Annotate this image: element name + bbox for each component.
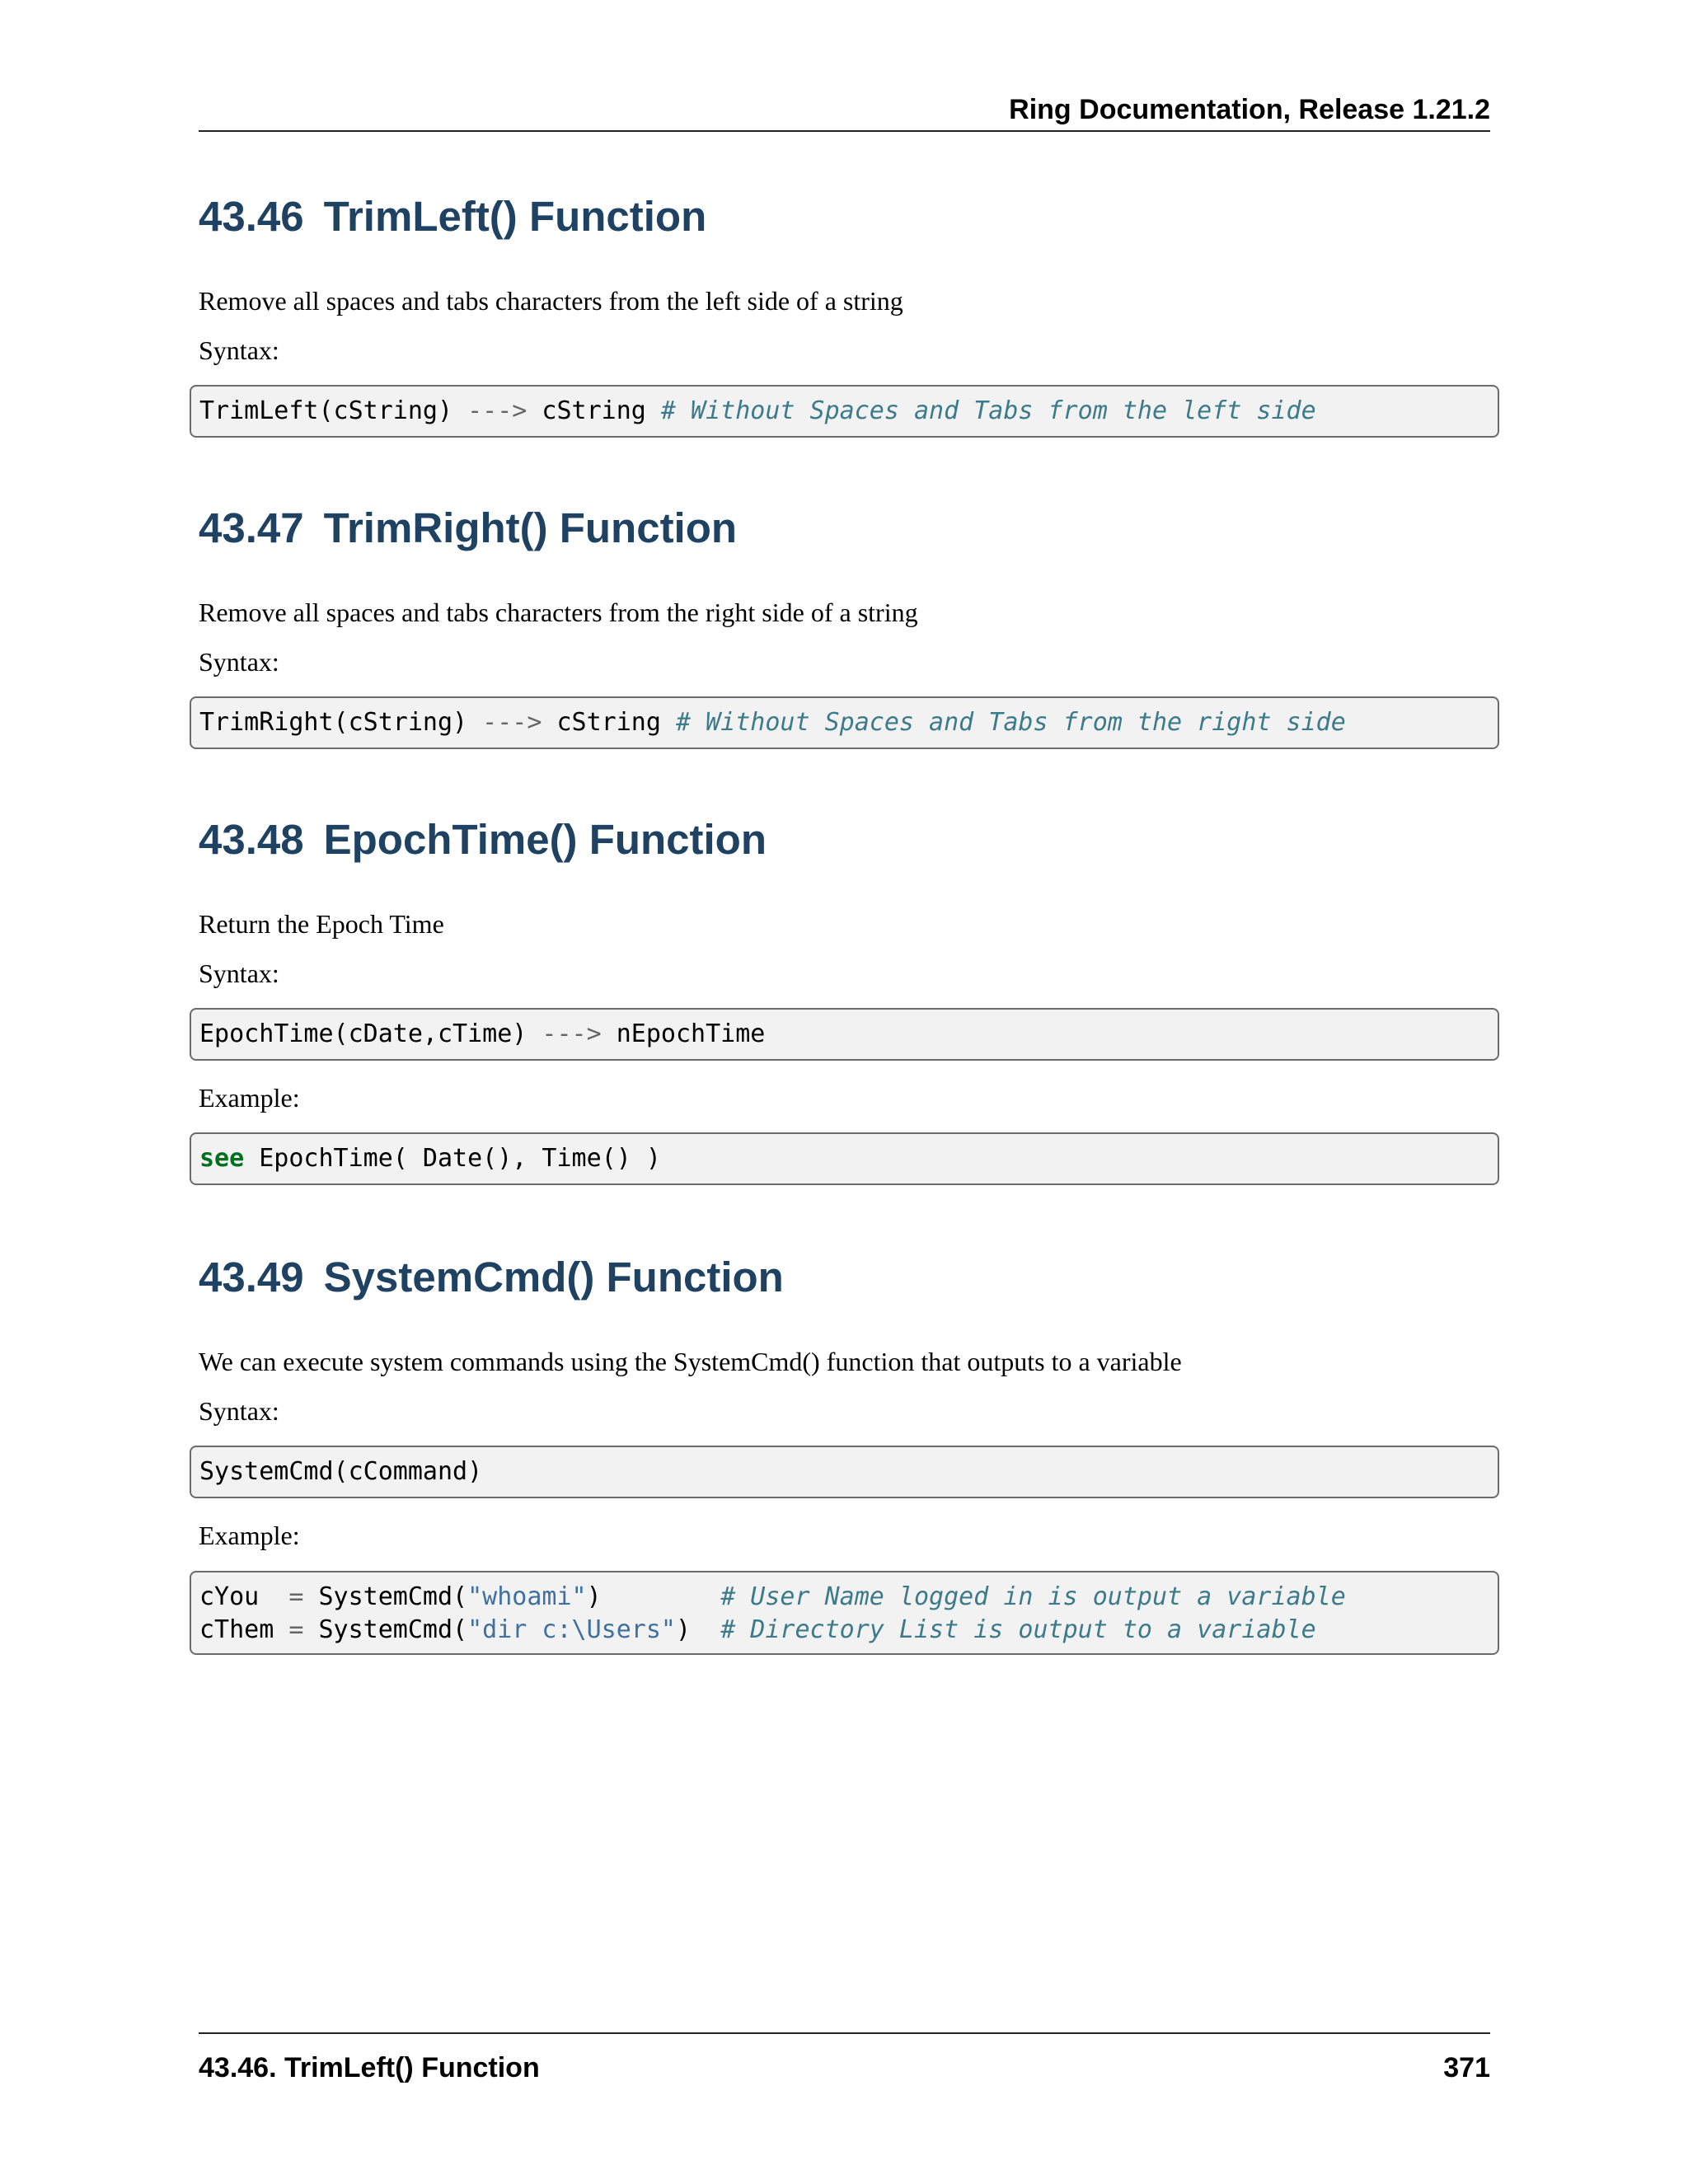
syntax-label: Syntax: <box>199 958 279 988</box>
section-heading-trimleft <box>199 193 707 240</box>
section-title: SystemCmd() Function <box>323 1254 784 1301</box>
code-comment: # Directory List is output to a variable <box>720 1615 1316 1644</box>
code-var: cYou <box>199 1582 289 1611</box>
code-rest: EpochTime( Date(), Time() ) <box>244 1144 661 1173</box>
code-result: cString <box>542 396 661 425</box>
syntax-label: Syntax: <box>199 647 279 677</box>
syntax-code-block <box>190 385 1499 438</box>
section-description: Remove all spaces and tabs characters from the right side of a string <box>199 598 918 627</box>
footer-section-title: 43.46. TrimLeft() Function <box>199 2052 540 2083</box>
section-description: Remove all spaces and tabs characters from the left side of a string <box>199 286 903 316</box>
code-close: ) <box>676 1615 721 1644</box>
example-code-block <box>190 1132 1499 1185</box>
section-description: We can execute system commands using the SystemCmd() function that outputs to a variable <box>199 1347 1182 1376</box>
section-number: 43.47 <box>199 504 304 551</box>
code-result: cString <box>556 708 676 737</box>
code-arrow: ---> <box>452 396 542 425</box>
code-arrow: ---> <box>467 708 557 737</box>
syntax-code-block <box>190 1446 1499 1498</box>
section-title: TrimLeft() Function <box>323 193 707 240</box>
code-string: "dir c:\Users" <box>467 1615 676 1644</box>
page-header <box>199 89 1490 132</box>
section-number: 43.49 <box>199 1254 304 1301</box>
code-call: TrimLeft(cString) <box>199 396 453 425</box>
section-number: 43.46 <box>199 193 304 240</box>
section-heading-trimright <box>199 504 738 551</box>
section-description: Return the Epoch Time <box>199 909 444 939</box>
page-footer <box>199 2032 1490 2083</box>
document-title: Ring Documentation, Release 1.21.2 <box>1009 94 1490 125</box>
code-comment: # Without Spaces and Tabs from the left side <box>660 396 1316 425</box>
syntax-label: Syntax: <box>199 1396 279 1426</box>
syntax-label: Syntax: <box>199 335 279 365</box>
code-line <box>199 1614 1489 1647</box>
code-comment: # Without Spaces and Tabs from the right side <box>675 708 1346 737</box>
code-result: nEpochTime <box>616 1019 766 1048</box>
example-code-block <box>190 1571 1499 1655</box>
code-string: "whoami" <box>467 1582 587 1611</box>
code-line <box>199 1581 1489 1614</box>
footer-page-number: 371 <box>1443 2052 1490 2083</box>
code-close: ) <box>586 1582 721 1611</box>
example-label: Example: <box>199 1521 300 1550</box>
code-arrow: ---> <box>527 1019 617 1048</box>
code-call: EpochTime(cDate,cTime) <box>199 1019 528 1048</box>
section-heading-epochtime <box>199 816 767 863</box>
section-heading-systemcmd <box>199 1254 784 1301</box>
code-comment: # User Name logged in is output a variable <box>720 1582 1346 1611</box>
code-operator: = <box>288 1582 304 1611</box>
code-var: cThem <box>199 1615 289 1644</box>
section-number: 43.48 <box>199 816 304 863</box>
syntax-code-block <box>190 1008 1499 1061</box>
code-call: SystemCmd(cCommand) <box>199 1457 483 1486</box>
code-call: TrimRight(cString) <box>199 708 468 737</box>
code-func: SystemCmd( <box>303 1615 468 1644</box>
code-func: SystemCmd( <box>303 1582 468 1611</box>
example-label: Example: <box>199 1083 300 1113</box>
syntax-code-block <box>190 696 1499 749</box>
section-title: TrimRight() Function <box>323 504 738 551</box>
section-title: EpochTime() Function <box>323 816 767 863</box>
code-operator: = <box>288 1615 304 1644</box>
code-keyword: see <box>199 1144 245 1173</box>
